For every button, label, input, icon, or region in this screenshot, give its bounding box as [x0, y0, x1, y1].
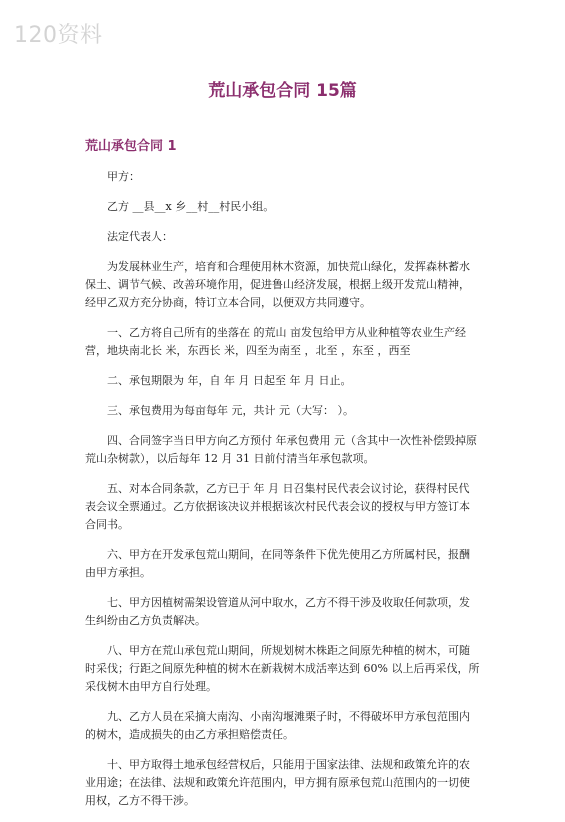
paragraph-party-b: 乙方 __县__x 乡__村__村民小组。: [107, 200, 275, 213]
paragraph-clause-10: 十、甲方取得土地承包经营权后，只能用于国家法律、法规和政策允许的农业用途；在法律、法规和政策允许范围内，甲方拥有原承包荒山范围内的一切使用权，乙方不得干涉。: [85, 758, 470, 807]
paragraph-clause-9: 九、乙方人员在采摘大南沟、小南沟堰滩栗子时，不得破坏甲方承包范围内的树木，造成损失的由乙方承担赔偿责任。: [85, 710, 470, 741]
document-title: 荒山承包合同 15篇: [208, 81, 357, 101]
paragraph-clause-3: 三、承包费用为每亩每年 元，共计 元（大写： ）。: [107, 404, 354, 417]
contract-body: [85, 168, 480, 822]
paragraph-clause-1: 一、乙方将自己所有的坐落在 的荒山 亩发包给甲方从业种植等农业生产经营，地块南北长 米，东西长 米，四至为南至 ，北至 ，东至 ，西至: [85, 326, 466, 357]
section-title: 荒山承包合同 1: [85, 139, 177, 154]
watermark: 120资料: [14, 23, 103, 48]
paragraph-party-a: 甲方：: [107, 170, 140, 183]
paragraph-clause-7: 七、甲方因植树需架设管道从河中取水，乙方不得干涉及收取任何款项，发生纠纷由乙方负责解决。: [85, 596, 470, 627]
paragraph-clause-6: 六、甲方在开发承包荒山期间，在同等条件下优先使用乙方所属村民，报酬由甲方承担。: [85, 548, 470, 579]
paragraph-clause-2: 二、承包期限为 年，自 年 月 日起至 年 月 日止。: [107, 374, 352, 387]
paragraph-clause-4: 四、合同签字当日甲方向乙方预付 年承包费用 元（含其中一次性补偿毁掉原荒山杂树款），以后每年 12 月 31 日前付清当年承包款项。: [85, 434, 477, 465]
paragraph-preamble: 为发展林业生产，培育和合理使用林木资源，加快荒山绿化，发挥森林蓄水保土、调节气候、改善环境作用，促进鲁山经济发展，根据上级开发荒山精神，经甲乙双方充分协商，特订立本合同，以便双方共同遵守。: [85, 260, 470, 309]
paragraph-clause-8: 八、甲方在荒山承包荒山期间，所规划树木株距之间原先种植的树木，可随时采伐；行距之间原先种植的树木在新栽树木成活率达到 60% 以上后再采伐，所采伐树木由甲方自行处理。: [85, 644, 480, 693]
paragraph-legal-rep: 法定代表人：: [107, 230, 173, 243]
paragraph-clause-5: 五、对本合同条款，乙方已于 年 月 日召集村民代表会议讨论，获得村民代表会议全票通过。乙方依据该决议并根据该次村民代表会议的授权与甲方签订本合同书。: [85, 482, 470, 531]
